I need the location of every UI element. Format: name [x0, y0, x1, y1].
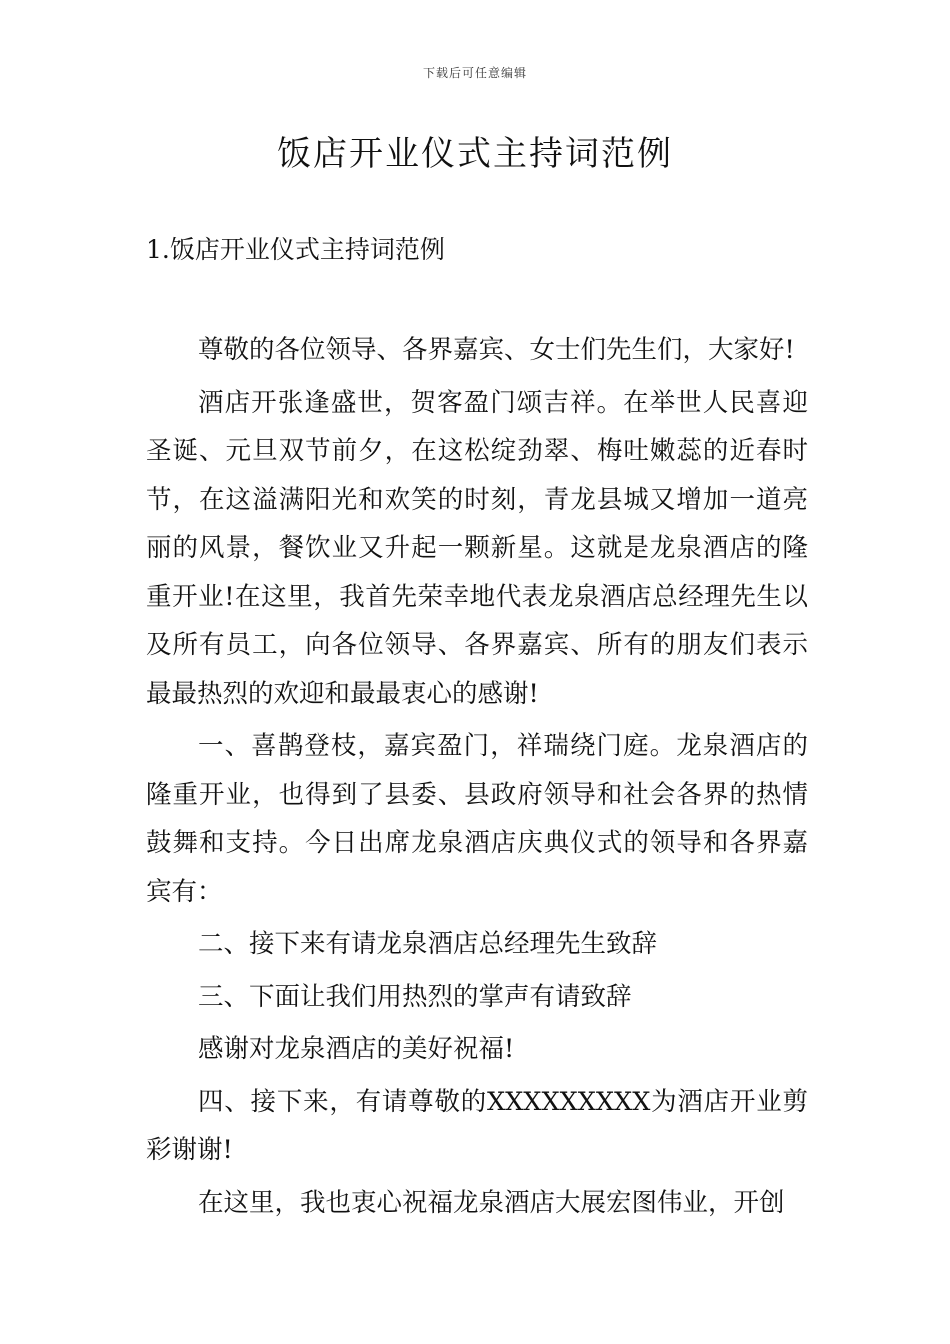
header-note: 下载后可任意编辑	[422, 66, 527, 80]
paragraph-thanks: 感谢对龙泉酒店的美好祝福!	[198, 1034, 515, 1064]
paragraph-item-3: 三、下面让我们用热烈的掌声有请致辞	[198, 981, 632, 1012]
document-body	[146, 326, 808, 1231]
section-heading: 1.饭店开业仪式主持词范例	[146, 235, 445, 264]
paragraph-greeting: 尊敬的各位领导、各界嘉宾、女士们先生们，大家好!	[198, 335, 795, 365]
paragraph-item-2: 二、接下来有请龙泉酒店总经理先生致辞	[198, 929, 658, 959]
document-title: 饭店开业仪式主持词范例	[277, 134, 673, 174]
paragraph-opening: 酒店开张逢盛世，贺客盈门颂吉祥。在举世人民喜迎圣诞、元旦双节前夕，在这松绽劲翠、梅吐嫩蕊的近春时节，在这溢满阳光和欢笑的时刻，青龙县城又增加一道亮丽的风景，餐饮业又升起一颗新星。这就是龙泉酒店的隆重开业!在这里，我首先荣幸地代表龙泉酒店总经理先生以及所有员工，向各位领导、各界嘉宾、所有的朋友们表示最最热烈的欢迎和最最衷心的感谢!	[146, 387, 808, 709]
paragraph-closing: 在这里，我也衷心祝福龙泉酒店大展宏图伟业，开创	[198, 1187, 785, 1218]
paragraph-item-4: 四、接下来，有请尊敬的XXXXXXXXX为酒店开业剪彩谢谢!	[146, 1086, 808, 1165]
paragraph-item-1: 一、喜鹊登枝，嘉宾盈门，祥瑞绕门庭。龙泉酒店的隆重开业，也得到了县委、县政府领导和社会各界的热情鼓舞和支持。今日出席龙泉酒店庆典仪式的领导和各界嘉宾有：	[146, 731, 808, 907]
